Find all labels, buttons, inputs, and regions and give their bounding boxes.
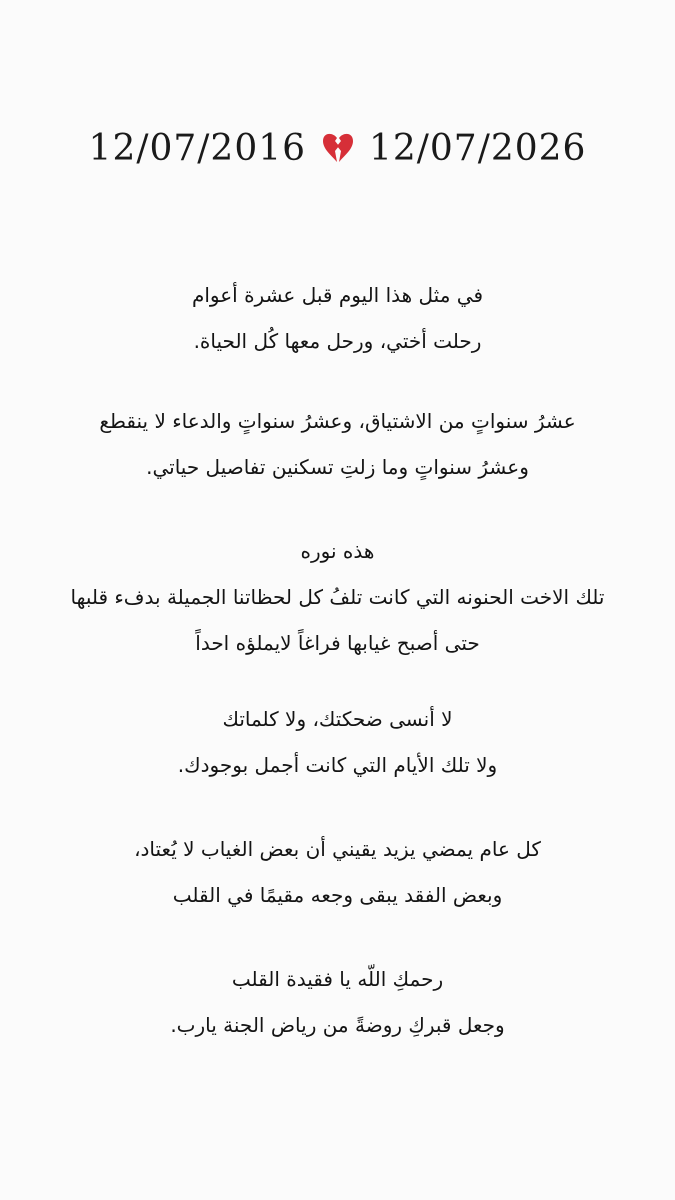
paragraph-5 [0,826,675,918]
paragraph-1 [0,272,675,364]
broken-heart-icon [321,132,355,173]
text-line: وجعل قبركِ روضةً من رياض الجنة يارب. [170,1013,505,1037]
text-line: حتى أصبح غيابها فراغاً لايملؤه احداً [195,631,480,655]
text-line: في مثل هذا اليوم قبل عشرة أعوام [191,283,484,307]
paragraph-6 [0,956,675,1048]
text-line: وبعض الفقد يبقى وجعه مقيمًا في القلب [172,883,503,907]
paragraph-3 [0,528,675,666]
text-line: كل عام يمضي يزيد يقيني أن بعض الغياب لا يُعتاد، [134,837,541,861]
paragraph-4 [0,696,675,788]
paragraph-2 [0,398,675,490]
text-line: رحلت أختي، ورحل معها كُل الحياة. [193,329,482,353]
text-line: هذه نوره [300,539,375,563]
date-right: 12/07/2026 [368,128,587,169]
header-dates [0,128,675,173]
text-line: رحمكِ اللّه يا فقيدة القلب [231,967,444,991]
date-left: 12/07/2016 [88,128,307,169]
text-line: عشرُ سنواتٍ من الاشتياق، وعشرُ سنواتٍ والدعاء لا ينقطع [99,409,576,433]
text-line: وعشرُ سنواتٍ وما زلتِ تسكنين تفاصيل حياتي. [146,455,529,479]
text-line: لا أنسى ضحكتك، ولا كلماتك [222,707,453,731]
text-line: ولا تلك الأيام التي كانت أجمل بوجودك. [177,753,498,777]
text-line: تلك الاخت الحنونه التي كانت تلفُ كل لحظاتنا الجميلة بدفء قلبها [70,585,605,609]
